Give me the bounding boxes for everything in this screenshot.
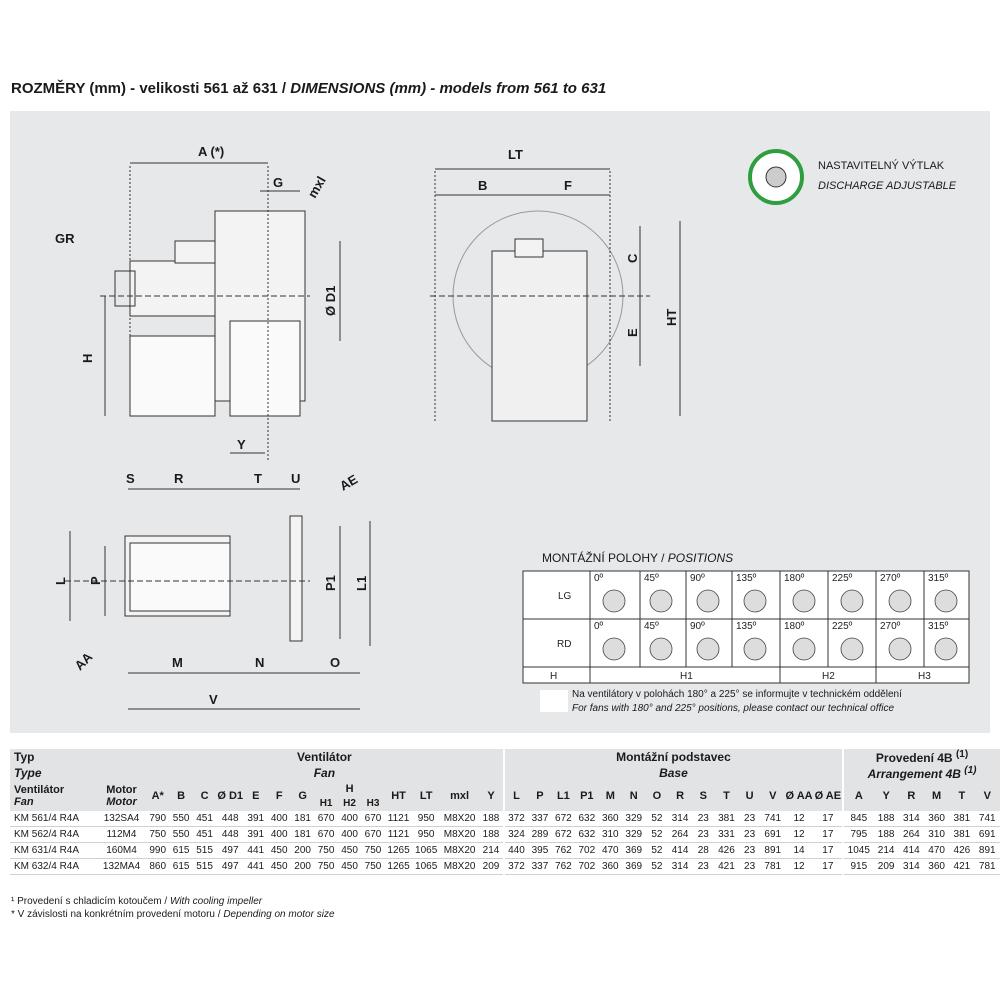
table-cell: 615 (169, 843, 192, 859)
pos-row-label: LG (558, 591, 572, 602)
table-row (10, 843, 1000, 859)
legend-swatch (540, 690, 568, 712)
table-cell: 414 (899, 843, 924, 859)
table-row (10, 827, 1000, 843)
table-cell: 214 (479, 843, 503, 859)
angle-label: 315º (928, 573, 949, 584)
table-cell: 741 (761, 811, 784, 827)
table-cell: 702 (575, 843, 598, 859)
table-cell: 209 (479, 859, 503, 875)
dim-label: U (291, 471, 301, 486)
table-cell: 264 (668, 827, 691, 843)
group-label: H2 (822, 671, 835, 682)
discharge-adjustable-text: NASTAVITELNÝ VÝTLAK DISCHARGE ADJUSTABLE (818, 160, 957, 192)
table-cell: 762 (552, 843, 575, 859)
table-cell: 426 (715, 843, 738, 859)
table-cell: 891 (761, 843, 784, 859)
angle-label: 225º (832, 573, 853, 584)
table-cell: 200 (291, 843, 314, 859)
group-label: H (550, 671, 558, 682)
table-cell: 160M4 (97, 843, 146, 859)
table-cell: 691 (761, 827, 784, 843)
dim-label: mxl (304, 173, 329, 201)
dim-label: HT (664, 308, 679, 326)
table-cell: 702 (575, 859, 598, 875)
table-cell: 497 (216, 843, 244, 859)
table-cell: 360 (599, 859, 622, 875)
table-cell: 17 (814, 859, 844, 875)
dim-label: O (330, 655, 341, 670)
table-cell: 337 (528, 811, 551, 827)
table-cell: 470 (599, 843, 622, 859)
angle-label: 180º (784, 573, 805, 584)
dim-label: R (174, 471, 184, 486)
table-cell: 23 (738, 811, 761, 827)
angle-label: 180º (784, 621, 805, 632)
table-cell: 209 (874, 859, 899, 875)
table-cell: 750 (146, 827, 169, 843)
table-cell: 314 (899, 811, 924, 827)
table-cell: 181 (291, 827, 314, 843)
table-row (10, 859, 1000, 875)
table-cell: 762 (552, 859, 575, 875)
table-cell: 310 (924, 827, 949, 843)
table-cell: 795 (843, 827, 873, 843)
table-cell: 52 (645, 843, 668, 859)
group-label: H1 (680, 671, 693, 682)
table-cell: 448 (216, 827, 244, 843)
table-cell: 395 (528, 843, 551, 859)
table-cell: 450 (267, 859, 290, 875)
table-cell: KM 632/4 R4A (10, 859, 97, 875)
dim-label: A (*) (198, 144, 225, 159)
dim-label: F (564, 178, 572, 193)
table-cell: 550 (169, 827, 192, 843)
col-fan-group: Ventilátor (146, 749, 504, 765)
table-cell: 750 (361, 843, 384, 859)
table-cell: 1065 (412, 859, 440, 875)
table-cell: 132SA4 (97, 811, 146, 827)
table-cell: 615 (169, 859, 192, 875)
table-cell: 23 (692, 827, 715, 843)
table-cell: 515 (193, 843, 216, 859)
table-cell: KM 631/4 R4A (10, 843, 97, 859)
table-cell: 750 (314, 843, 337, 859)
table-cell: 14 (785, 843, 814, 859)
table-cell: 381 (715, 811, 738, 827)
col-typ: Typ (10, 749, 146, 765)
dim-label: Ø D1 (323, 285, 338, 316)
group-label: H3 (918, 671, 931, 682)
table-cell: 17 (814, 827, 844, 843)
table-cell: 470 (924, 843, 949, 859)
table-cell: 741 (975, 811, 1000, 827)
table-cell: 750 (361, 859, 384, 875)
table-cell: M8X20 (440, 843, 479, 859)
table-cell: 400 (338, 811, 361, 827)
positions-note: Na ventilátory v polohách 180° a 225° se informujte v technickém oddělení For fans with 180° and 225° positions, please contact our technical office (572, 689, 902, 714)
table-cell: 691 (975, 827, 1000, 843)
table-cell: 1065 (412, 843, 440, 859)
table-cell: 132MA4 (97, 859, 146, 875)
col-base-group: Montážní podstavec (504, 749, 843, 765)
table-cell: 451 (193, 811, 216, 827)
table-cell: 52 (645, 827, 668, 843)
table-cell: 23 (692, 811, 715, 827)
table-cell: 17 (814, 843, 844, 859)
table-cell: 441 (244, 859, 267, 875)
table-cell: 329 (622, 827, 645, 843)
table-cell: 23 (738, 827, 761, 843)
table-cell: 670 (361, 827, 384, 843)
table-cell: 414 (668, 843, 691, 859)
dim-label: V (209, 692, 218, 707)
table-cell: 515 (193, 859, 216, 875)
table-cell: 314 (668, 811, 691, 827)
table-cell: 632 (575, 811, 598, 827)
table-cell: 329 (622, 811, 645, 827)
table-cell: 331 (715, 827, 738, 843)
table-cell: 23 (738, 843, 761, 859)
angle-label: 45º (644, 621, 659, 632)
table-cell: 314 (899, 859, 924, 875)
angle-label: 135º (736, 573, 757, 584)
table-cell: 112M4 (97, 827, 146, 843)
table-cell: 324 (504, 827, 528, 843)
table-cell: 632 (575, 827, 598, 843)
table-cell: 451 (193, 827, 216, 843)
table-cell: 310 (599, 827, 622, 843)
table-cell: 52 (645, 859, 668, 875)
table-cell: 1121 (385, 827, 413, 843)
table-cell: 214 (874, 843, 899, 859)
table-cell: 181 (291, 811, 314, 827)
table-cell: 790 (146, 811, 169, 827)
dim-label: H (80, 353, 95, 363)
table-cell: 188 (874, 827, 899, 843)
page-title: ROZMĚRY (mm) - velikosti 561 až 631 / DIMENSIONS (mm) - models from 561 to 631 (11, 80, 607, 97)
table-cell: 188 (479, 827, 503, 843)
table-cell: 1265 (385, 843, 413, 859)
table-cell: 672 (552, 827, 575, 843)
angle-label: 45º (644, 573, 659, 584)
angle-label: 270º (880, 573, 901, 584)
table-cell: 497 (216, 859, 244, 875)
table-cell: 369 (622, 859, 645, 875)
table-cell: 12 (785, 827, 814, 843)
angle-label: 315º (928, 621, 949, 632)
table-cell: 200 (291, 859, 314, 875)
angle-label: 90º (690, 573, 705, 584)
dim-label: L1 (354, 575, 369, 591)
table-cell: 990 (146, 843, 169, 859)
dim-label: E (625, 328, 640, 337)
table-cell: 441 (244, 843, 267, 859)
dim-label: P1 (323, 575, 338, 591)
table-cell: 188 (874, 811, 899, 827)
table-cell: 670 (361, 811, 384, 827)
table-cell: 188 (479, 811, 503, 827)
table-cell: 12 (785, 859, 814, 875)
dim-label: Y (237, 437, 246, 452)
table-cell: 750 (314, 859, 337, 875)
table-cell: 372 (504, 811, 528, 827)
col-arr-group: Provedení 4B $^{(1)}$ (843, 749, 1000, 765)
dim-label: GR (55, 231, 75, 246)
table-cell: 670 (314, 811, 337, 827)
dim-label: L (53, 577, 68, 585)
table-cell: 781 (975, 859, 1000, 875)
table-cell: M8X20 (440, 811, 479, 827)
dim-label: AE (337, 471, 361, 494)
table-cell: 314 (668, 859, 691, 875)
table-cell: 450 (267, 843, 290, 859)
table-cell: 289 (528, 827, 551, 843)
table-cell: 23 (738, 859, 761, 875)
table-cell: 421 (715, 859, 738, 875)
table-cell: 28 (692, 843, 715, 859)
table-cell: 400 (267, 811, 290, 827)
dim-label: N (255, 655, 265, 670)
angle-label: 0º (594, 573, 604, 584)
angle-label: 0º (594, 621, 604, 632)
angle-label: 225º (832, 621, 853, 632)
table-cell: 550 (169, 811, 192, 827)
dim-label: G (273, 175, 284, 190)
table-cell: 52 (645, 811, 668, 827)
table-cell: 400 (267, 827, 290, 843)
table-cell: M8X20 (440, 827, 479, 843)
dim-label: S (126, 471, 135, 486)
table-cell: 400 (338, 827, 361, 843)
table-cell: 391 (244, 811, 267, 827)
table-cell: 360 (924, 811, 949, 827)
angle-label: 270º (880, 621, 901, 632)
angle-label: 90º (690, 621, 705, 632)
dim-label: P (88, 576, 103, 585)
table-cell: 391 (244, 827, 267, 843)
table-cell: 860 (146, 859, 169, 875)
table-cell: 381 (949, 811, 974, 827)
dim-label: M (172, 655, 183, 670)
dim-label: AA (71, 649, 96, 674)
angle-label: 135º (736, 621, 757, 632)
technical-drawing (10, 111, 990, 733)
table-row (10, 811, 1000, 827)
table-cell: 360 (599, 811, 622, 827)
table-cell: 421 (949, 859, 974, 875)
table-cell: KM 561/4 R4A (10, 811, 97, 827)
table-cell: 672 (552, 811, 575, 827)
table-cell: 12 (785, 811, 814, 827)
table-cell: 950 (412, 811, 440, 827)
table-cell: 17 (814, 811, 844, 827)
dim-label: T (254, 471, 262, 486)
dim-label: B (478, 178, 488, 193)
table-cell: 450 (338, 843, 361, 859)
positions-title: MONTÁŽNÍ POLOHY / POSITIONS (542, 551, 734, 565)
table-cell: 845 (843, 811, 873, 827)
dimensions-table: Typ Ventilátor Montážní podstavec Provedení 4B $^{(1)}$ Type Fan Base Arrangement 4B $^{(1)}$ Ventilátor Fan Motor Motor A* B C Ø D1 E F G H HT LT mxl Y L P L1 P1 M N O R S T U V Ø AA Ø AE A Y R M T V H1 H2 H3 KM 561/4 R4A 132SA4 790 550 451 448 391 400 181 670 400 670 1121 950 M8X20 188 372 337 672 632 360 329 52 314 23 381 23 741 12 17 845 188 314 360 381 741 KM 562/4 R4A 112M4 750 550 451 448 391 400 181 670 400 670 1121 950 M8X20 188 324 289 672 632 310 329 52 264 23 331 23 691 12 17 795 188 264 310 381 691 KM 631/4 R4A 160M4 990 615 515 497 441 450 200 750 450 750 1265 1065 M8X20 214 440 395 762 702 470 369 52 414 28 426 23 891 14 17 1045 214 414 470 426 891 KM 632/4 R4A 132MA4 860 615 515 497 441 450 200 750 450 750 1265 1065 M8X20 209 372 337 762 702 360 369 52 314 23 421 23 781 12 17 915 209 314 360 421 781 (10, 749, 1000, 875)
table-cell: 440 (504, 843, 528, 859)
table-cell: 381 (949, 827, 974, 843)
table-cell: 1265 (385, 859, 413, 875)
table-cell: 891 (975, 843, 1000, 859)
table-cell: 448 (216, 811, 244, 827)
table-cell: 1121 (385, 811, 413, 827)
table-cell: 372 (504, 859, 528, 875)
table-cell: 369 (622, 843, 645, 859)
table-cell: 1045 (843, 843, 873, 859)
pos-row-label: RD (557, 639, 572, 650)
dim-label: LT (508, 147, 523, 162)
table-cell: 450 (338, 859, 361, 875)
table-cell: 781 (761, 859, 784, 875)
table-cell: 360 (924, 859, 949, 875)
dim-label: C (625, 253, 640, 263)
table-cell: 670 (314, 827, 337, 843)
table-cell: 915 (843, 859, 873, 875)
table-cell: 337 (528, 859, 551, 875)
table-cell: 426 (949, 843, 974, 859)
table-cell: 264 (899, 827, 924, 843)
table-cell: 23 (692, 859, 715, 875)
table-cell: 950 (412, 827, 440, 843)
footnotes: ¹ Provedení s chladicím kotoučem / With cooling impeller * V závislosti na konkrétním provedení motoru / Depending on motor size (11, 896, 335, 920)
table-cell: KM 562/4 R4A (10, 827, 97, 843)
table-cell: M8X20 (440, 859, 479, 875)
